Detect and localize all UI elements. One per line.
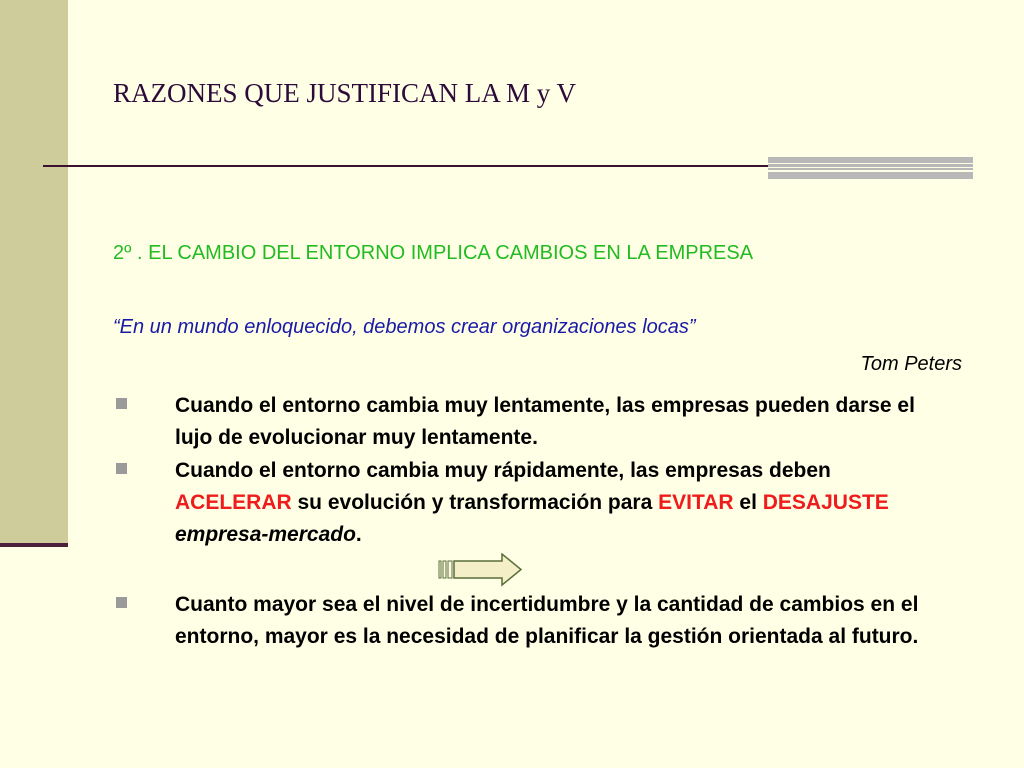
highlight-evitar: EVITAR bbox=[658, 491, 734, 514]
bullet-text: Cuanto mayor sea el nivel de incertidumbre y la cantidad de cambios en el entorno, mayor es la necesidad de planificar la gestión orientada al futuro. bbox=[175, 593, 919, 648]
bullet-text-part: Cuando el entorno cambia muy rápidamente, las empresas deben bbox=[175, 459, 831, 482]
bullet-square-icon bbox=[116, 398, 127, 409]
title-divider bbox=[43, 165, 768, 167]
bullet-text-part: su evolución y transformación para bbox=[291, 491, 659, 514]
italic-term: empresa-mercado bbox=[175, 523, 356, 546]
slide-title: RAZONES QUE JUSTIFICAN LA M y V bbox=[113, 78, 577, 108]
left-sidebar-bar bbox=[0, 0, 68, 546]
sidebar-accent-line bbox=[0, 543, 68, 547]
bullet-square-icon bbox=[116, 463, 127, 474]
bullet-text: Cuando el entorno cambia muy lentamente, las empresas pueden darse el lujo de evolucionar muy lentamente. bbox=[175, 394, 915, 449]
highlight-desajuste: DESAJUSTE bbox=[762, 491, 889, 514]
divider-stripes bbox=[768, 157, 973, 179]
quote-author: Tom Peters bbox=[860, 353, 962, 375]
bullet-text-part: . bbox=[355, 523, 362, 546]
striped-right-arrow-icon bbox=[438, 553, 524, 587]
highlight-acelerar: ACELERAR bbox=[175, 491, 292, 514]
bullet-text bbox=[175, 455, 935, 551]
section-heading: 2º . EL CAMBIO DEL ENTORNO IMPLICA CAMBIOS EN LA EMPRESA bbox=[113, 242, 754, 264]
bullet-text-part: el bbox=[733, 491, 763, 514]
quote-text: “En un mundo enloquecido, debemos crear organizaciones locas” bbox=[113, 316, 696, 338]
bullet-square-icon bbox=[116, 597, 127, 608]
